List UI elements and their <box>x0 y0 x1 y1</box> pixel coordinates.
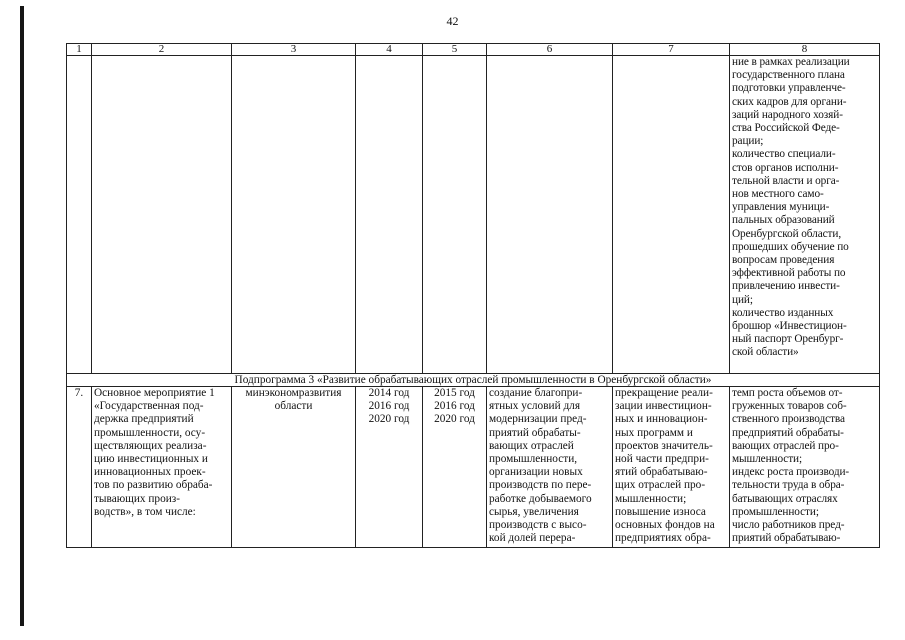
activity-name-cell: Основное мероприятие 1 «Государственная под- держка предприятий промышленности, осу- ществляющих реализа- цию инвестиционных и инновационных проек- тов по развитию обраба- тывающих произ- водств», в том числе: <box>92 387 232 548</box>
row-number: 7. <box>67 387 92 548</box>
column-header-4: 4 <box>356 44 423 56</box>
activities-table <box>66 43 880 548</box>
column-header-8: 8 <box>730 44 880 56</box>
indicators-cell: темп роста объемов от- груженных товаров соб- ственного производства предприятий обрабаты- вающих отраслей про- мышленности; индекс роста производи- тельности труда в обра- батывающих отраслях промышленности; число работников пред- приятий обрабатываю- <box>730 387 880 548</box>
consequences-cell: прекращение реали- зации инвестицион- ных и инновацион- ных программ и проектов значитель- ной части предпри- ятий обрабатываю- щих отраслей про- мышленности; повышение износа основных фондов на предприятиях обра- <box>613 387 730 548</box>
start-year-cell: 2014 год 2016 год 2020 год <box>356 387 423 548</box>
column-header-6: 6 <box>487 44 613 56</box>
scan-edge-bar <box>20 6 24 626</box>
continuation-indicators-cell: ние в рамках реализации государственного плана подготовки управленче- ских кадров для органи- заций народного хозяй- ства Российской Феде- рации; количество специали- стов органов исполни- тельной власти и орга- нов местного само- управления муници- пальных образований Оренбургской области, прошедших обучение по вопросам проведения эффективной работы по привлечению инвести- ций; количество изданных брошюр «Инвестицион- ный паспорт Оренбург- ской области» <box>730 56 880 374</box>
column-header-2: 2 <box>92 44 232 56</box>
executor-cell: минэкономразвития области <box>232 387 356 548</box>
continuation-row <box>67 56 880 374</box>
end-year-cell: 2015 год 2016 год 2020 год <box>423 387 487 548</box>
subprogram-title: Подпрограмма 3 «Развитие обрабатывающих отраслей промышленности в Оренбургской области» <box>67 374 880 387</box>
page-number: 42 <box>446 14 459 28</box>
column-header-5: 5 <box>423 44 487 56</box>
column-number-row <box>67 44 880 56</box>
subprogram-row <box>67 374 880 387</box>
column-header-3: 3 <box>232 44 356 56</box>
column-header-7: 7 <box>613 44 730 56</box>
table-row <box>67 387 880 548</box>
expected-result-cell: создание благопри- ятных условий для модернизации пред- приятий обрабаты- вающих отраслей промышленности, организации новых производств по пере- работке добываемого сырья, увеличения производств с высо- кой долей перера- <box>487 387 613 548</box>
column-header-1: 1 <box>67 44 92 56</box>
